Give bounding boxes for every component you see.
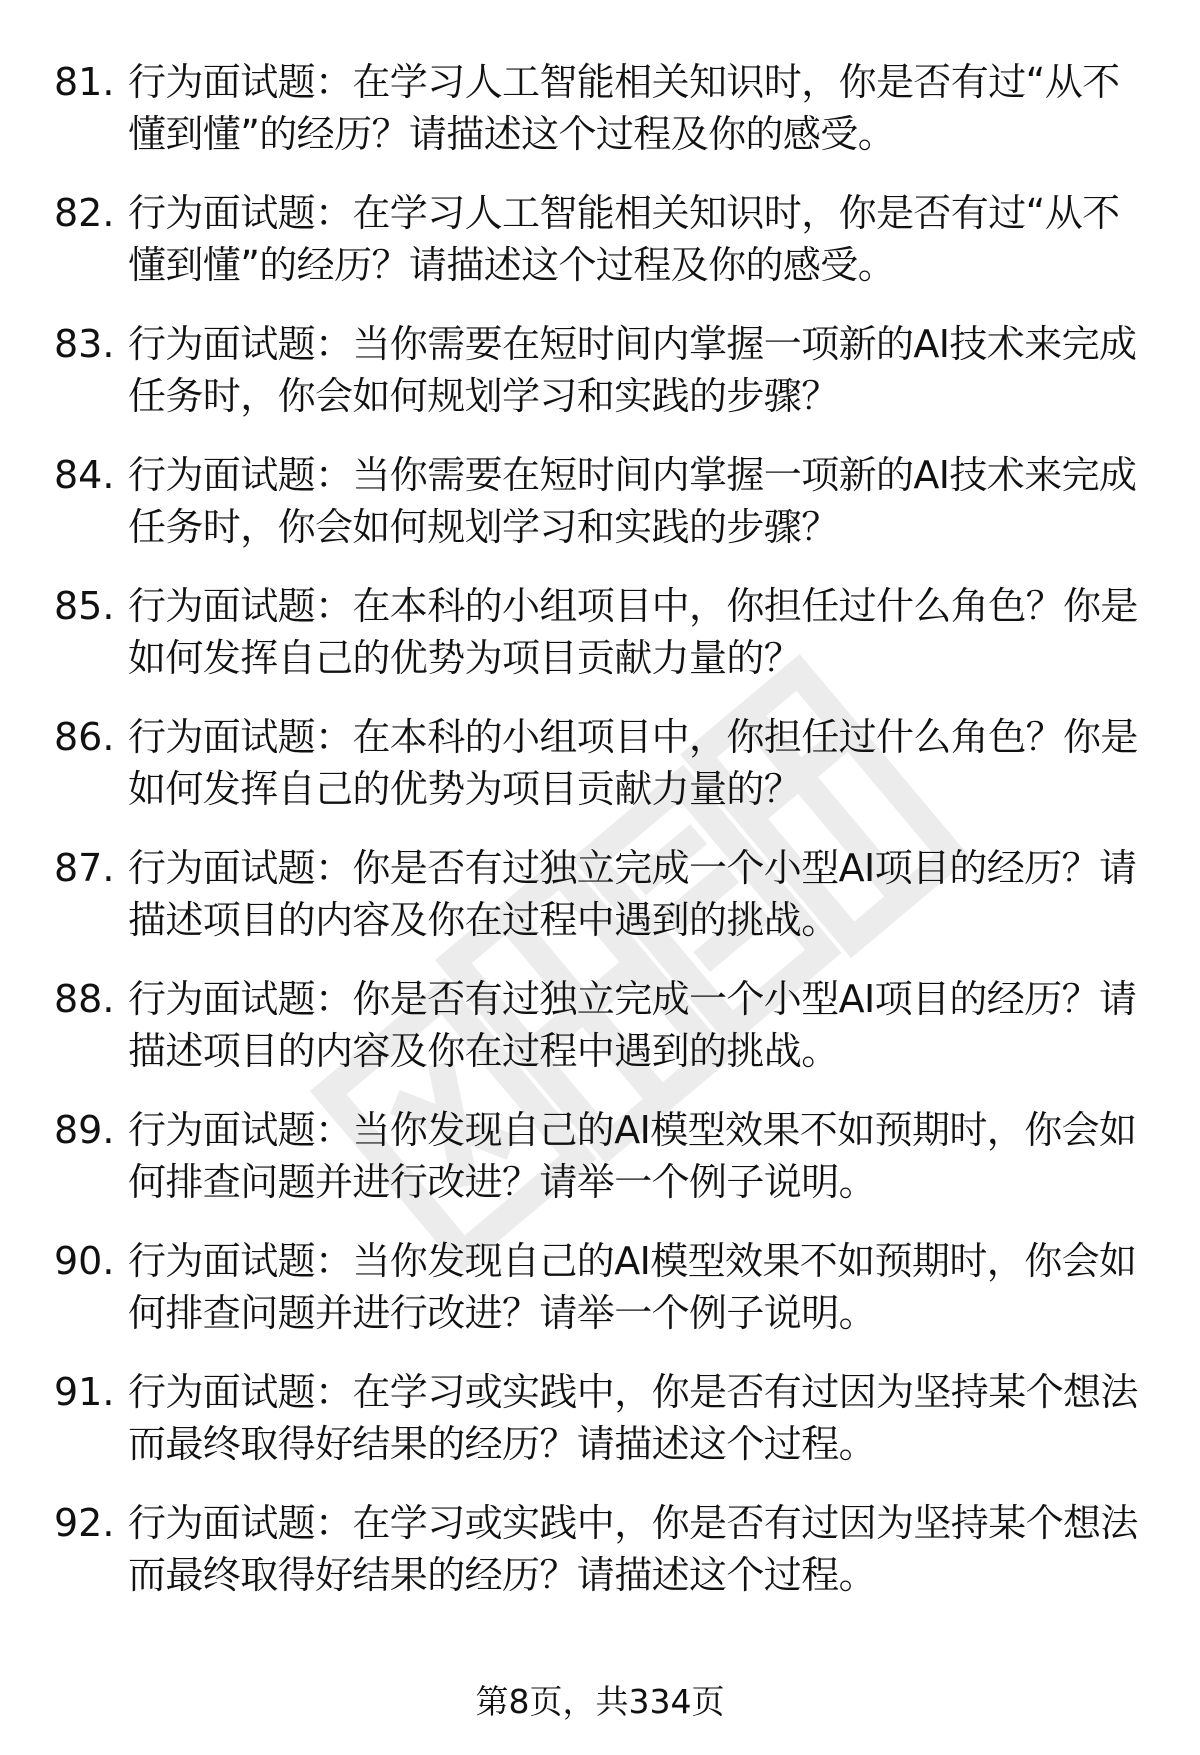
page-number-footer: 第8页，共334页 bbox=[475, 1682, 725, 1721]
question-item bbox=[0, 449, 1200, 580]
question-item bbox=[0, 711, 1200, 842]
question-number: 81. bbox=[54, 60, 115, 104]
question-text: 行为面试题：当你需要在短时间内掌握一项新的AI技术来完成任务时，你会如何规划学习和实践的步骤？ bbox=[128, 453, 1137, 549]
question-text: 行为面试题：在学习或实践中，你是否有过因为坚持某个想法而最终取得好结果的经历？请描述这个过程。 bbox=[128, 1370, 1138, 1466]
question-text: 行为面试题：在学习人工智能相关知识时，你是否有过“从不懂到懂”的经历？请描述这个过程及你的感受。 bbox=[128, 60, 1120, 156]
question-number: 88. bbox=[54, 977, 115, 1021]
question-item bbox=[0, 973, 1200, 1104]
question-number: 87. bbox=[54, 846, 115, 890]
question-number: 91. bbox=[54, 1370, 115, 1414]
question-text: 行为面试题：在学习人工智能相关知识时，你是否有过“从不懂到懂”的经历？请描述这个过程及你的感受。 bbox=[128, 191, 1120, 287]
question-item bbox=[0, 1366, 1200, 1497]
question-number: 90. bbox=[54, 1239, 115, 1283]
question-text: 行为面试题：你是否有过独立完成一个小型AI项目的经历？请描述项目的内容及你在过程中遇到的挑战。 bbox=[128, 977, 1137, 1073]
question-text: 行为面试题：当你需要在短时间内掌握一项新的AI技术来完成任务时，你会如何规划学习和实践的步骤？ bbox=[128, 322, 1137, 418]
question-list bbox=[0, 56, 1200, 1628]
question-text: 行为面试题：在学习或实践中，你是否有过因为坚持某个想法而最终取得好结果的经历？请描述这个过程。 bbox=[128, 1501, 1138, 1597]
question-text: 行为面试题：在本科的小组项目中，你担任过什么角色？你是如何发挥自己的优势为项目贡献力量的？ bbox=[128, 715, 1138, 811]
question-number: 82. bbox=[54, 191, 115, 235]
question-number: 92. bbox=[54, 1501, 115, 1545]
question-item bbox=[0, 1104, 1200, 1235]
question-item bbox=[0, 842, 1200, 973]
question-number: 84. bbox=[54, 453, 115, 497]
question-item bbox=[0, 56, 1200, 187]
question-item bbox=[0, 580, 1200, 711]
question-text: 行为面试题：你是否有过独立完成一个小型AI项目的经历？请描述项目的内容及你在过程中遇到的挑战。 bbox=[128, 846, 1137, 942]
question-number: 85. bbox=[54, 584, 115, 628]
question-number: 86. bbox=[54, 715, 115, 759]
question-item bbox=[0, 1497, 1200, 1628]
question-text: 行为面试题：当你发现自己的AI模型效果不如预期时，你会如何排查问题并进行改进？请举一个例子说明。 bbox=[128, 1239, 1137, 1335]
question-text: 行为面试题：在本科的小组项目中，你担任过什么角色？你是如何发挥自己的优势为项目贡献力量的？ bbox=[128, 584, 1138, 680]
question-item bbox=[0, 187, 1200, 318]
question-item bbox=[0, 1235, 1200, 1366]
question-item bbox=[0, 318, 1200, 449]
question-text: 行为面试题：当你发现自己的AI模型效果不如预期时，你会如何排查问题并进行改进？请举一个例子说明。 bbox=[128, 1108, 1137, 1204]
question-number: 83. bbox=[54, 322, 115, 366]
question-number: 89. bbox=[54, 1108, 115, 1152]
